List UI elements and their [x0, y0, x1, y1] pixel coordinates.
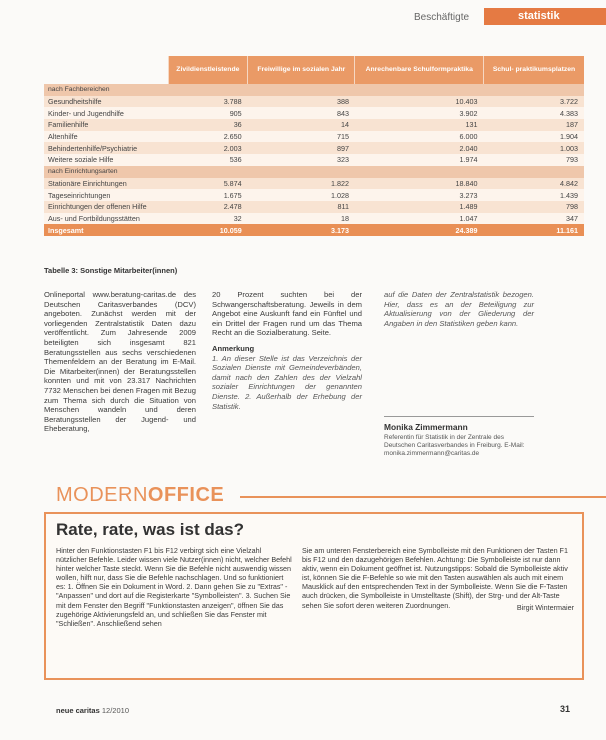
notes-heading: Anmerkung [212, 343, 255, 353]
table-body [44, 84, 584, 236]
row-label: Altenhilfe [44, 131, 168, 143]
table-cell: 323 [248, 154, 355, 166]
table-cell: 2.650 [168, 131, 248, 143]
section-tag: statistik [484, 8, 606, 25]
page-number: 31 [560, 704, 571, 714]
table-total-row [44, 224, 584, 236]
logo-part-modern: MODERN [56, 484, 148, 506]
table-row [44, 154, 584, 166]
table-cell: 1.028 [248, 189, 355, 201]
table-cell: 388 [248, 96, 355, 108]
modern-office-column-2 [302, 546, 574, 612]
modern-office-column-2-text: Sie am unteren Fensterbereich eine Symbolleiste mit den Funktionen der Tasten F1 bis F12 und den dazugehörigen Befehlen. Achtung: Die Symbolleiste ist nur dann aktiv, wenn ein Dokument geöffnet ist. Nutzungstipps: Sobald die Symbolleiste aktiv ist, können Sie die F-Befehle so wie mit den Tasten auswählen als auch mit einem Mausklick auf den entsprechenden Text in der Symbolleiste. Wenn Sie die F-Tasten auch drücken, die Symbolleiste in Umstelltaste (Shift), der Strg- und der Alt-Taste sehen Sie sofort deren weiteren Zuordnungen. [302, 546, 568, 610]
table-row [44, 131, 584, 143]
article-column-2-text: 20 Prozent suchten bei der Schwangerschaftsberatung. Jeweils in dem Angebot eine Auskunft fand ein Fünftel und ein Drittel der Fragen rund um das Thema Recht an die Sozialberatung. Seite. [212, 290, 362, 338]
table-cell: 3.273 [355, 189, 484, 201]
table-cell: 1.904 [484, 131, 584, 143]
column-header: Schul- praktikumsplatzen [484, 56, 584, 84]
table-row [44, 189, 584, 201]
row-label: Gesundheitshilfe [44, 96, 168, 108]
table-cell: 18 [248, 213, 355, 225]
table-cell: 811 [248, 201, 355, 213]
row-label: Aus- und Fortbildungsstätten [44, 213, 168, 225]
table-cell: 10.059 [168, 224, 248, 236]
table-caption: Tabelle 3: Sonstige Mitarbeiter(innen) [44, 266, 178, 275]
table-group-row [44, 166, 584, 178]
row-label: Einrichtungen der offenen Hilfe [44, 201, 168, 213]
table-cell: 1.675 [168, 189, 248, 201]
table-cell: 11.161 [484, 224, 584, 236]
table-cell: 5.874 [168, 178, 248, 190]
table-row [44, 178, 584, 190]
magazine-name: neue caritas [56, 706, 100, 715]
modern-office-signature: Birgit Wintermaier [516, 602, 574, 612]
article-column-3: auf die Daten der Zentralstatistik bezogen. Hier, dass es an der Beteiligung zur Aktualisierung von der Gliederung der Angaben in den Statistiken geben kann. [384, 290, 534, 328]
row-label: Familienhilfe [44, 119, 168, 131]
table-cell: 715 [248, 131, 355, 143]
modern-office-logo [56, 484, 224, 507]
table-row [44, 142, 584, 154]
table-cell: 843 [248, 107, 355, 119]
article-column-1: Onlineportal www.beratung-caritas.de des Deutschen Caritasverbandes (DCV) angeboten. Zunächst werden mit der vorliegenden Zentralstatistik Daten dazu veröffentlicht. Zum Jahresende 2009 beteiligten sich insgesamt 821 Beratungsstellen aus sechs verschiedenen Themenfeldern an der Beratung im E-Mail. Die Mitarbeiter(innen) der Beratungsstellen konnten und mit von 23.317 Nachrichten 7732 Menschen bei denen Fragen mit Bezug zum Thema sich durch die Situation von Menschen wandeln und deren Beratungsstellen der Jugend- und Eheberatung, [44, 290, 196, 434]
table-cell: 4.383 [484, 107, 584, 119]
table-cell: 2.040 [355, 142, 484, 154]
table-row [44, 119, 584, 131]
table-cell: 36 [168, 119, 248, 131]
table-cell: 1.974 [355, 154, 484, 166]
table-row [44, 213, 584, 225]
modern-office-column-1: Hinter den Funktionstasten F1 bis F12 verbirgt sich eine Vielzahl nützlicher Befehle. Leider wissen viele Nutzer(innen) nicht, welcher Befehl hinter welcher Taste steckt. Wenn Sie die Befehle nicht auswendig wissen wollen, hilft nur, dass Sie die Befehle nachschlagen. Und so funktioniert es: 1. Öffnen Sie ein Dokument in Word. 2. Dann gehen Sie zu "Extras" - "Anpassen" und dort auf die Registerkarte "Symbolleisten". 3. Suchen Sie mit dem Fenster den Begriff "Funktionstasten anzeigen", öffnen Sie das zugehörige Aktivierungsfeld an, und schließen Sie das Fenster mit "Schließen". Anschließend sehen [56, 546, 292, 628]
table-cell: 10.403 [355, 96, 484, 108]
table-cell: 905 [168, 107, 248, 119]
author-divider [384, 416, 534, 417]
row-label: Weitere soziale Hilfe [44, 154, 168, 166]
row-label: Behindertenhilfe/Psychiatrie [44, 142, 168, 154]
table-cell: 793 [484, 154, 584, 166]
table-cell: 1.003 [484, 142, 584, 154]
table-row [44, 201, 584, 213]
section-header: Beschäftigte [414, 12, 470, 23]
notes-text: 1. An dieser Stelle ist das Verzeichnis der Sozialen Dienste mit Gemeindeverbänden, damit nach den Zahlen des der Vielzahl sozialer Einrichtungen der genannten Dienste. 2. Außerhalb der Erhebung der Statistik. [212, 353, 362, 411]
table-cell: 536 [168, 154, 248, 166]
table-cell: 897 [248, 142, 355, 154]
table-cell: 3.788 [168, 96, 248, 108]
table-group-row [44, 84, 584, 96]
table-header-row [44, 56, 584, 84]
table-cell: 32 [168, 213, 248, 225]
issue-number: 12/2010 [101, 706, 129, 715]
footer-magazine [56, 706, 129, 715]
table-cell: 3.902 [355, 107, 484, 119]
table-row [44, 107, 584, 119]
table-cell: 1.822 [248, 178, 355, 190]
row-label: Insgesamt [44, 224, 168, 236]
row-label: Stationäre Einrichtungen [44, 178, 168, 190]
group-label: nach Einrichtungsarten [44, 166, 584, 178]
column-header: Zivildienstleistende [168, 56, 248, 84]
table-cell: 1.047 [355, 213, 484, 225]
column-header: Freiwillige im sozialen Jahr [248, 56, 355, 84]
table-cell: 3.722 [484, 96, 584, 108]
table-cell: 1.439 [484, 189, 584, 201]
table-row [44, 96, 584, 108]
table-cell: 798 [484, 201, 584, 213]
table-cell: 131 [355, 119, 484, 131]
table-cell: 18.840 [355, 178, 484, 190]
article-column-2 [212, 290, 362, 411]
group-label: nach Fachbereichen [44, 84, 584, 96]
modern-office-rule [240, 496, 606, 498]
table-cell: 2.003 [168, 142, 248, 154]
table-cell: 187 [484, 119, 584, 131]
table-cell: 2.478 [168, 201, 248, 213]
table-cell: 4.842 [484, 178, 584, 190]
table-cell: 14 [248, 119, 355, 131]
author-info: Referentin für Statistik in der Zentrale des Deutschen Caritasverbandes in Freiburg. E-Mail: monika.zimmermann@caritas.de [384, 434, 525, 457]
author-name: Monika Zimmermann [384, 422, 468, 432]
staff-table [44, 56, 584, 236]
row-label: Tageseinrichtungen [44, 189, 168, 201]
table-cell: 6.000 [355, 131, 484, 143]
row-label: Kinder- und Jugendhilfe [44, 107, 168, 119]
table-corner [44, 56, 168, 84]
table-cell: 1.489 [355, 201, 484, 213]
column-header: Anrechenbare Schulformpraktika [355, 56, 484, 84]
table-cell: 24.389 [355, 224, 484, 236]
modern-office-headline: Rate, rate, was ist das? [56, 520, 245, 539]
table-cell: 347 [484, 213, 584, 225]
table-cell: 3.173 [248, 224, 355, 236]
logo-part-office: OFFICE [147, 484, 225, 506]
